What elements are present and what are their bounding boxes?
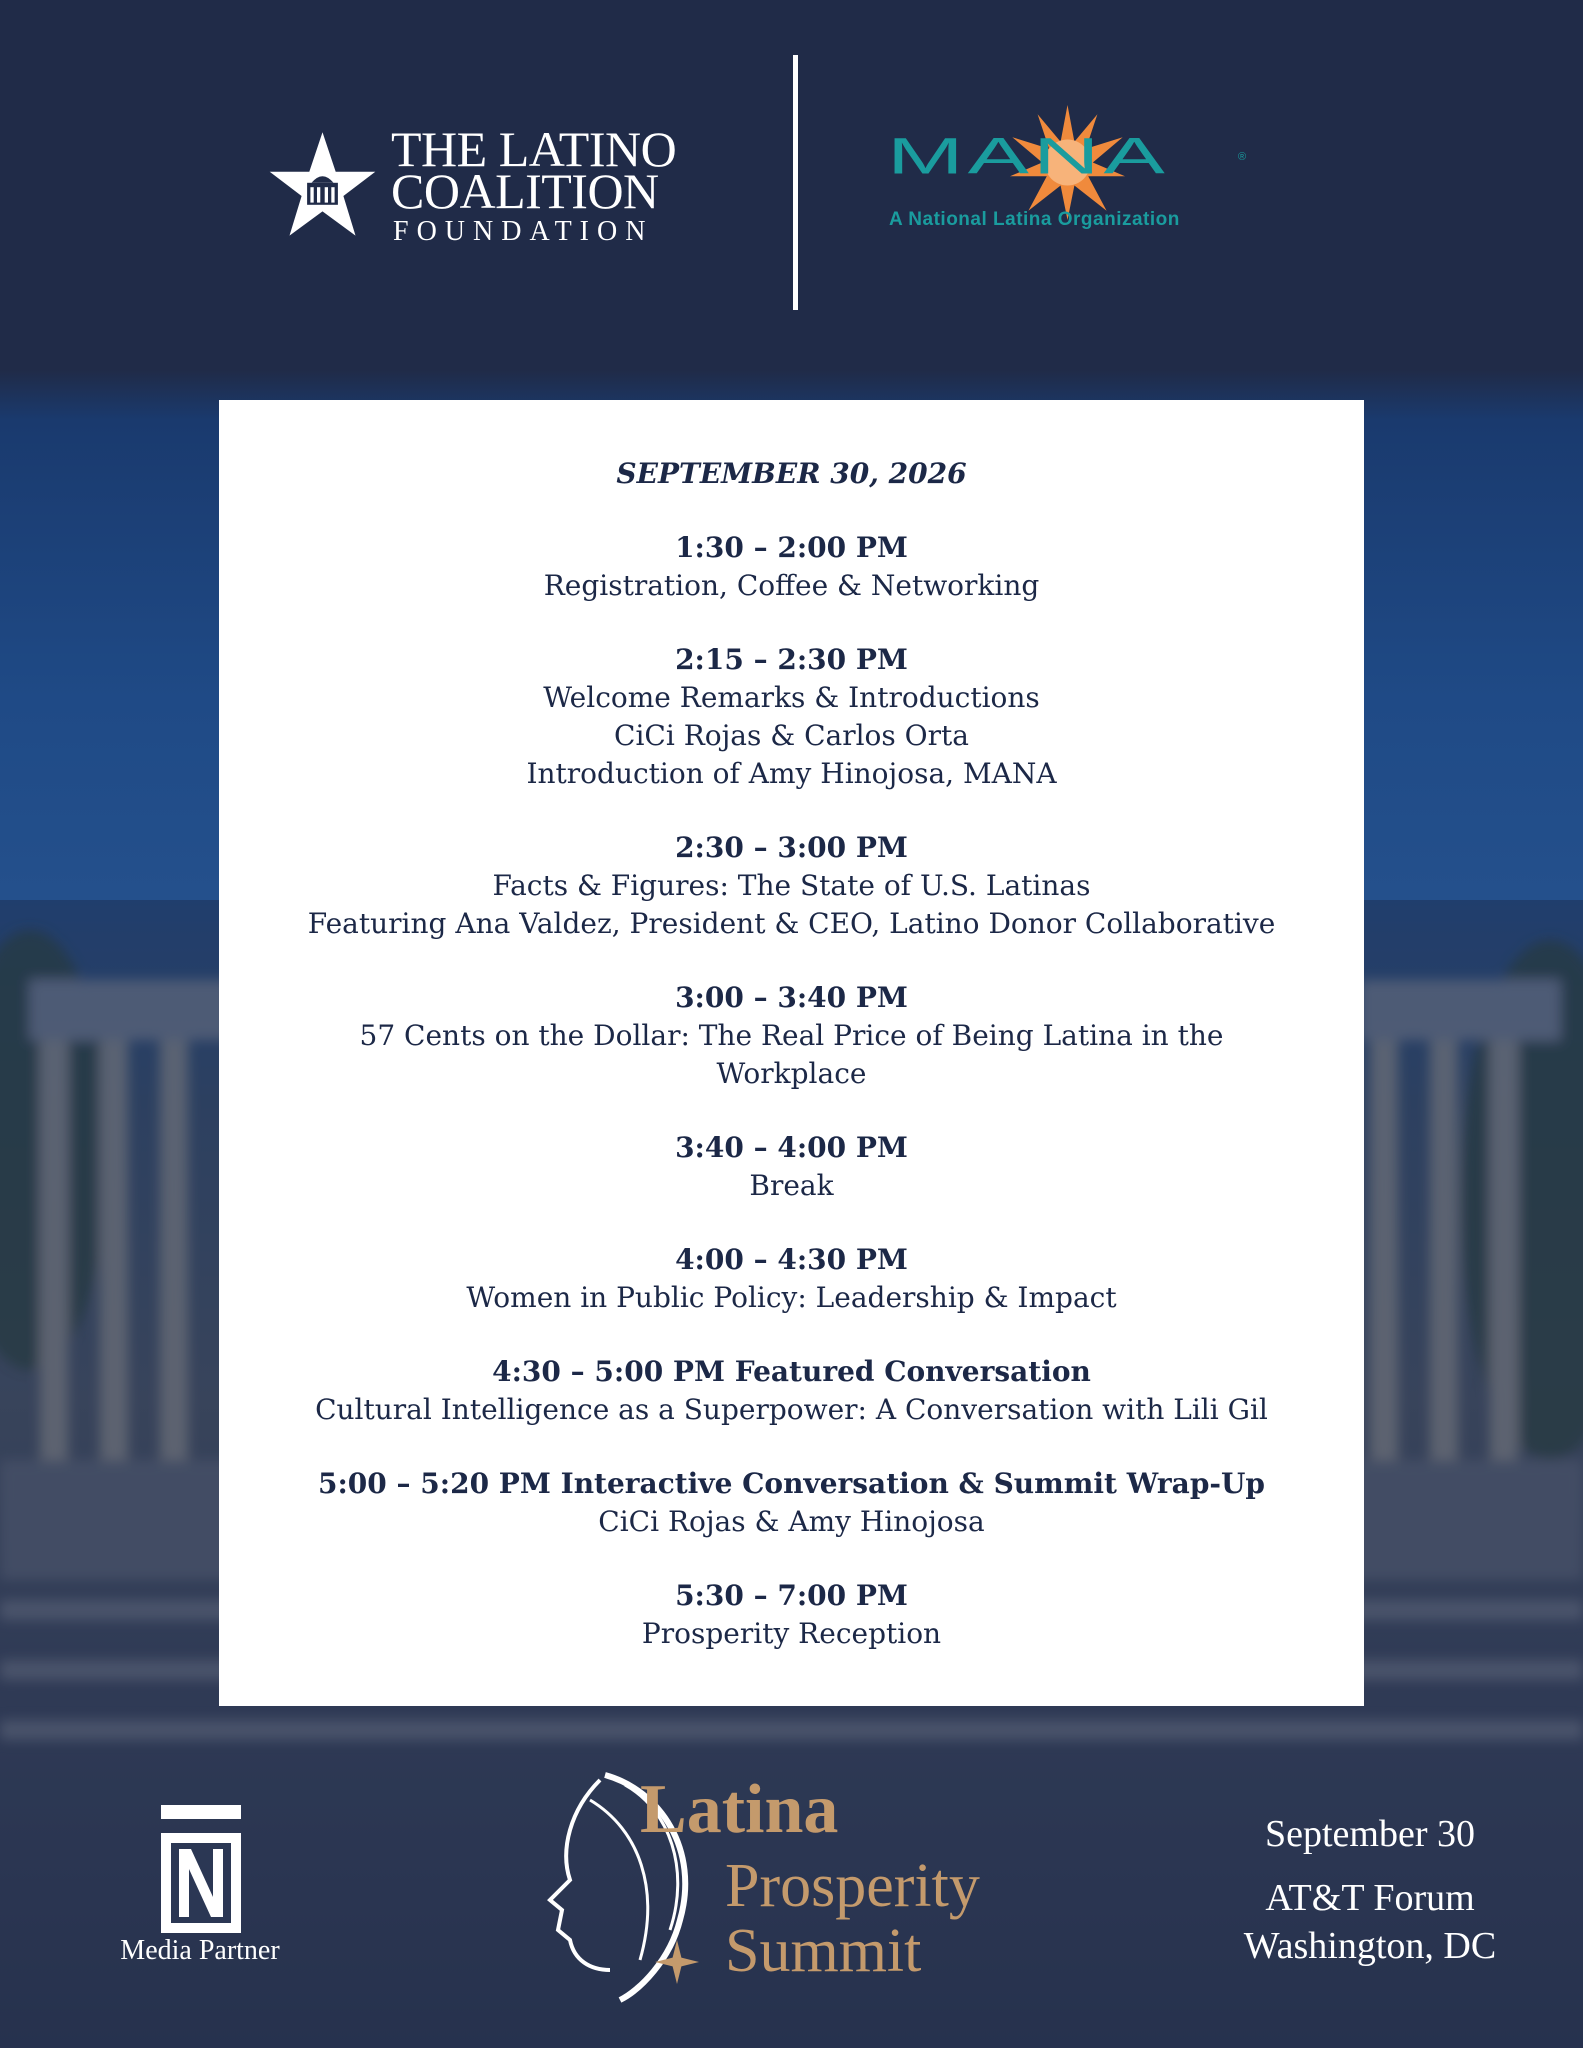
tlc-title-line3: FOUNDATION (393, 216, 654, 247)
agenda-item (219, 829, 1364, 943)
agenda-description: CiCi Rojas & Amy Hinojosa (598, 1505, 985, 1538)
agenda-description: Introduction of Amy Hinojosa, MANA (526, 757, 1057, 790)
logo-divider (793, 55, 798, 310)
header-logos (0, 0, 1583, 370)
mana-wordmark: MANA (887, 128, 1169, 185)
agenda-description: 57 Cents on the Dollar: The Real Price of Being Latina in the (359, 1019, 1224, 1052)
event-date: September 30 (1264, 1813, 1475, 1855)
footer (0, 1760, 1583, 2048)
event-venue: AT&T Forum (1265, 1877, 1475, 1919)
agenda-description: Featuring Ana Valdez, President & CEO, Latino Donor Collaborative (307, 907, 1276, 940)
n-tilde-logo-icon (161, 1805, 241, 1935)
agenda-list (219, 455, 1364, 1689)
media-partner-logo (105, 1805, 295, 1985)
agenda-description: Prosperity Reception (641, 1617, 942, 1650)
mana-logo (885, 105, 1285, 245)
agenda-time: 4:00 – 4:30 PM (675, 1243, 908, 1276)
spacer (1190, 1858, 1550, 1874)
event-info (1190, 1810, 1550, 1970)
agenda-time: 5:30 – 7:00 PM (675, 1579, 908, 1612)
latino-coalition-logo (265, 120, 715, 250)
event-city: Washington, DC (1243, 1925, 1497, 1967)
sparkle-icon (655, 1940, 699, 1984)
agenda-time: 1:30 – 2:00 PM (675, 531, 908, 564)
agenda-item (219, 1241, 1364, 1317)
agenda-time: 5:00 – 5:20 PM Interactive Conversation & Summit Wrap-Up (317, 1467, 1266, 1500)
tlc-title-line2: COALITION (391, 163, 659, 219)
agenda-time: 4:30 – 5:00 PM Featured Conversation (492, 1355, 1091, 1388)
agenda-time: 2:15 – 2:30 PM (675, 643, 908, 676)
agenda-description: Registration, Coffee & Networking (543, 569, 1040, 602)
agenda-description: Break (749, 1169, 834, 1202)
summit-title-line1: Latina (640, 1771, 839, 1848)
agenda-description: Women in Public Policy: Leadership & Impact (466, 1281, 1117, 1314)
agenda-item (219, 641, 1364, 793)
agenda-description: CiCi Rojas & Carlos Orta (614, 719, 969, 752)
mana-tagline: A National Latina Organization (889, 209, 1180, 230)
agenda-description: Welcome Remarks & Introductions (543, 681, 1040, 714)
agenda-date: SEPTEMBER 30, 2026 (616, 457, 967, 490)
agenda-description: Workplace (716, 1057, 867, 1090)
agenda-item (219, 1353, 1364, 1429)
latina-prosperity-summit-logo (530, 1770, 1050, 2030)
registered-mark: ® (1238, 151, 1247, 163)
agenda-description: Facts & Figures: The State of U.S. Latinas (492, 869, 1091, 902)
agenda-card (219, 400, 1364, 1706)
summit-title-line2: Prosperity (725, 1852, 980, 1920)
agenda-item (219, 1129, 1364, 1205)
star-capitol-icon (265, 130, 380, 240)
agenda-time: 3:00 – 3:40 PM (675, 981, 908, 1014)
agenda-item (219, 1577, 1364, 1653)
tlc-title-line1: THE LATINO (391, 121, 677, 177)
agenda-time: 3:40 – 4:00 PM (675, 1131, 908, 1164)
media-partner-label: Media Partner (120, 1935, 280, 1966)
agenda-description: Cultural Intelligence as a Superpower: A Conversation with Lili Gil (315, 1393, 1268, 1426)
agenda-item (219, 1465, 1364, 1541)
summit-title-line3: Summit (725, 1917, 922, 1985)
agenda-time: 2:30 – 3:00 PM (675, 831, 908, 864)
agenda-item (219, 979, 1364, 1093)
agenda-item (219, 529, 1364, 605)
